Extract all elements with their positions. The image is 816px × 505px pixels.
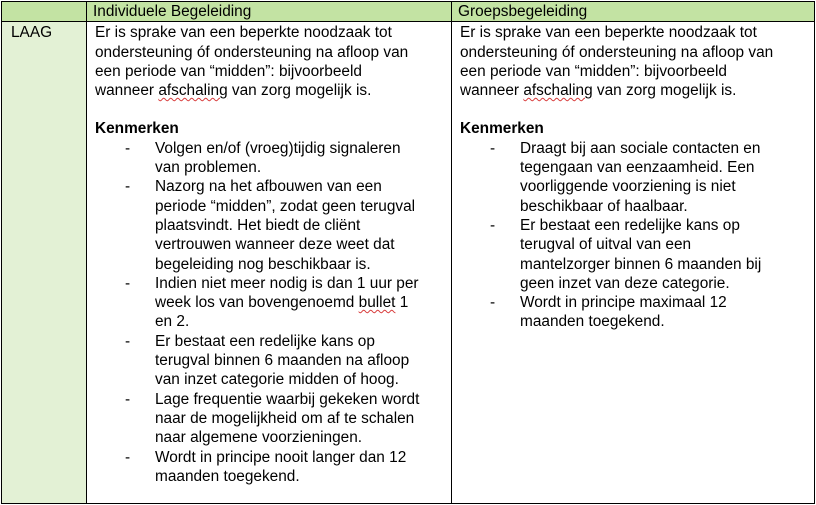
header-col2: Groepsbegeleiding: [458, 3, 588, 20]
spellcheck-word: afschaling: [523, 82, 593, 100]
kenmerk-line: Lage frequentie waarbij gekeken wordt: [155, 390, 420, 408]
spellcheck-word: afschaling: [158, 82, 228, 100]
cell-individueel: [87, 22, 452, 504]
header-row: [2, 2, 815, 22]
bullet-dash: -: [125, 178, 131, 196]
kenmerk-line: geen inzet van deze categorie.: [520, 274, 730, 292]
bullet-dash: -: [125, 448, 131, 466]
kenmerk-item: [95, 448, 445, 487]
kenmerk-line: plaatsvindt. Het biedt de cliënt: [155, 216, 361, 234]
kenmerk-line: Wordt in principe maximaal 12: [520, 294, 727, 312]
kenmerk-item: [95, 177, 445, 273]
kenmerk-item: [95, 274, 445, 332]
kenmerk-line: terugval binnen 6 maanden na afloop: [155, 352, 410, 370]
individueel-kenmerken-title: Kenmerken: [95, 120, 179, 138]
bullet-dash: -: [490, 139, 496, 157]
header-col1: Individuele Begeleiding: [93, 3, 252, 20]
intro-line: een periode van “midden”: bijvoorbeeld: [95, 62, 362, 80]
kenmerk-line: Er bestaat een redelijke kans op: [520, 216, 740, 234]
kenmerk-line: naar algemene voorzieningen.: [155, 429, 363, 447]
kenmerk-line: Indien niet meer nodig is dan 1 uur per: [155, 274, 419, 292]
kenmerk-line: terugval of uitval van een: [520, 236, 692, 254]
intro-text: wanneer: [460, 82, 524, 100]
intro-line: ondersteuning óf ondersteuning na afloop van: [460, 43, 774, 61]
begeleiding-table: [1, 1, 815, 504]
kenmerk-line: vertrouwen wanneer deze weet dat: [155, 236, 395, 254]
kenmerk-line: Nazorg na het afbouwen van een: [155, 178, 382, 196]
row-laag: [2, 22, 815, 504]
header-cell-empty: [2, 2, 87, 22]
bullet-dash: -: [125, 274, 131, 292]
kenmerk-item: [460, 293, 808, 332]
kenmerk-line: naar de mogelijkheid om af te schalen: [155, 409, 415, 427]
kenmerk-item: [460, 216, 808, 293]
kenmerk-line: Er bestaat een redelijke kans op: [155, 332, 375, 350]
header-cell-individueel: [87, 2, 452, 22]
kenmerk-line: maanden toegekend.: [155, 467, 300, 485]
kenmerk-line: van problemen.: [155, 159, 262, 177]
kenmerk-item: [95, 390, 445, 448]
intro-text: van zorg mogelijk is.: [227, 82, 372, 100]
bullet-dash: -: [125, 390, 131, 408]
kenmerk-line: voorliggende voorziening is niet: [520, 178, 736, 196]
bullet-dash: -: [490, 294, 496, 312]
kenmerk-line: maanden toegekend.: [520, 313, 665, 331]
groep-kenmerken-title: Kenmerken: [460, 120, 544, 138]
cell-groep: [452, 22, 815, 504]
intro-text: van zorg mogelijk is.: [592, 82, 737, 100]
kenmerk-item: [460, 139, 808, 216]
kenmerk-line: week los van bovengenoemd bullet 1: [155, 294, 409, 312]
bullet-dash: -: [125, 139, 131, 157]
kenmerk-line: beschikbaar of haalbaar.: [520, 197, 688, 215]
bullet-dash: -: [490, 216, 496, 234]
kenmerk-item: [95, 332, 445, 390]
kenmerk-line: begeleiding nog beschikbaar is.: [155, 255, 371, 273]
intro-line: [460, 81, 808, 100]
bullet-dash: -: [125, 332, 131, 350]
kenmerk-line: periode “midden”, zodat geen terugval: [155, 197, 416, 215]
intro-line: Er is sprake van een beperkte noodzaak tot: [95, 24, 392, 42]
header-cell-groep: [452, 2, 815, 22]
intro-text: wanneer: [95, 82, 159, 100]
spellcheck-word: bullet: [358, 294, 396, 312]
groep-kenmerken-list: [460, 139, 808, 332]
intro-line: [95, 81, 445, 100]
kenmerk-item: [95, 139, 445, 178]
kenmerk-line: Wordt in principe nooit langer dan 12: [155, 448, 407, 466]
row-label-cell: [2, 22, 87, 504]
row-label: LAAG: [11, 24, 53, 42]
kenmerk-line: van inzet categorie midden of hoog.: [155, 371, 399, 389]
individueel-kenmerken-list: [95, 139, 445, 486]
intro-line: ondersteuning óf ondersteuning na afloop van: [95, 43, 409, 61]
individueel-intro: [95, 23, 445, 100]
kenmerk-line: Volgen en/of (vroeg)tijdig signaleren: [155, 139, 401, 157]
kenmerk-line: en 2.: [155, 313, 190, 331]
kenmerk-line: mantelzorger binnen 6 maanden bij: [520, 255, 762, 273]
intro-line: Er is sprake van een beperkte noodzaak tot: [460, 24, 757, 42]
groep-intro: [460, 23, 808, 100]
intro-line: een periode van “midden”: bijvoorbeeld: [460, 62, 727, 80]
kenmerk-line: tegengaan van eenzaamheid. Een: [520, 159, 755, 177]
kenmerk-line: Draagt bij aan sociale contacten en: [520, 139, 761, 157]
